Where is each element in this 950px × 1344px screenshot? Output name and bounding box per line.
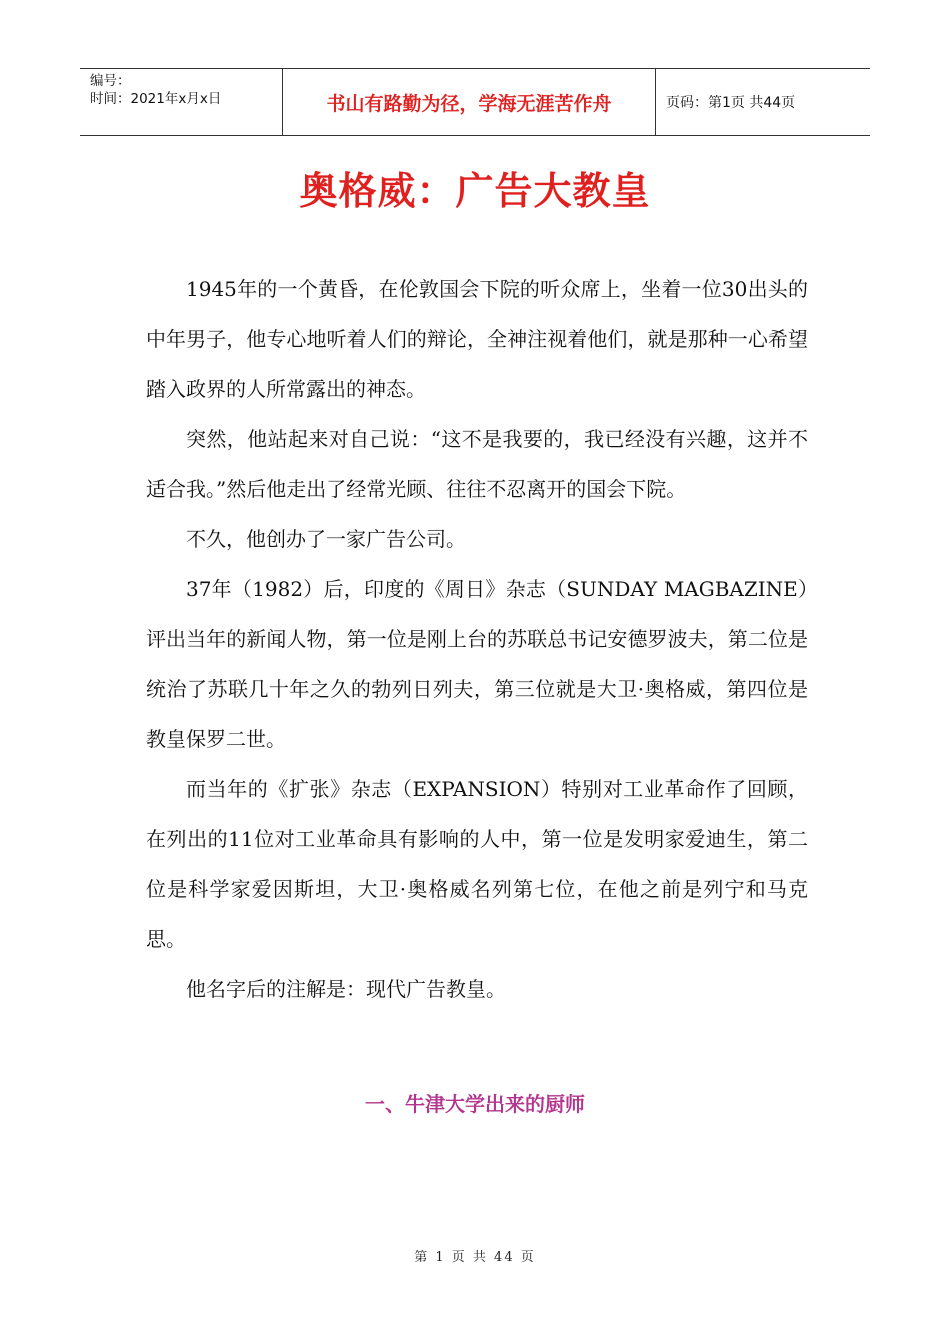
paragraph-5: 而当年的《扩张》杂志（EXPANSION）特别对工业革命作了回顾，在列出的11位对工业革命具有影响的人中，第一位是发明家爱迪生，第二位是科学家爱因斯坦，大卫·奥格威名列第七位，在他之前是列宁和马克思。 xyxy=(146,777,808,951)
paragraph-6: 他名字后的注解是：现代广告教皇。 xyxy=(186,977,506,1001)
paragraph-4: 37年（1982）后，印度的《周日》杂志（SUNDAY MAGBAZINE）评出当年的新闻人物，第一位是刚上台的苏联总书记安德罗波夫，第二位是统治了苏联几十年之久的勃列日列夫，第三位就是大卫·奥格威，第四位是教皇保罗二世。 xyxy=(146,577,808,751)
page-footer: 第 1 页 共 44 页 xyxy=(414,1250,536,1265)
header-number: 编号： xyxy=(90,73,131,89)
paragraph-3: 不久，他创办了一家广告公司。 xyxy=(186,527,466,551)
section-heading: 一、牛津大学出来的厨师 xyxy=(365,1092,585,1116)
paragraph-1: 1945年的一个黄昏，在伦敦国会下院的听众席上，坐着一位30出头的中年男子，他专心地听着人们的辩论，全神注视着他们，就是那种一心希望踏入政界的人所常露出的神态。 xyxy=(146,277,808,401)
header-meta xyxy=(80,69,282,135)
paragraph-2: 突然，他站起来对自己说：“这不是我要的，我已经没有兴趣，这并不适合我。”然后他走出了经常光顾、往往不忍离开的国会下院。 xyxy=(146,427,808,501)
header-time: 时间：2021年x月x日 xyxy=(90,91,222,107)
header-motto: 书山有路勤为径，学海无涯苦作舟 xyxy=(282,69,656,135)
header-page-info: 页码：第1页 共44页 xyxy=(666,95,796,111)
body-text xyxy=(146,264,808,1014)
page-header xyxy=(80,68,870,136)
document-title: 奥格威：广告大教皇 xyxy=(299,169,651,213)
